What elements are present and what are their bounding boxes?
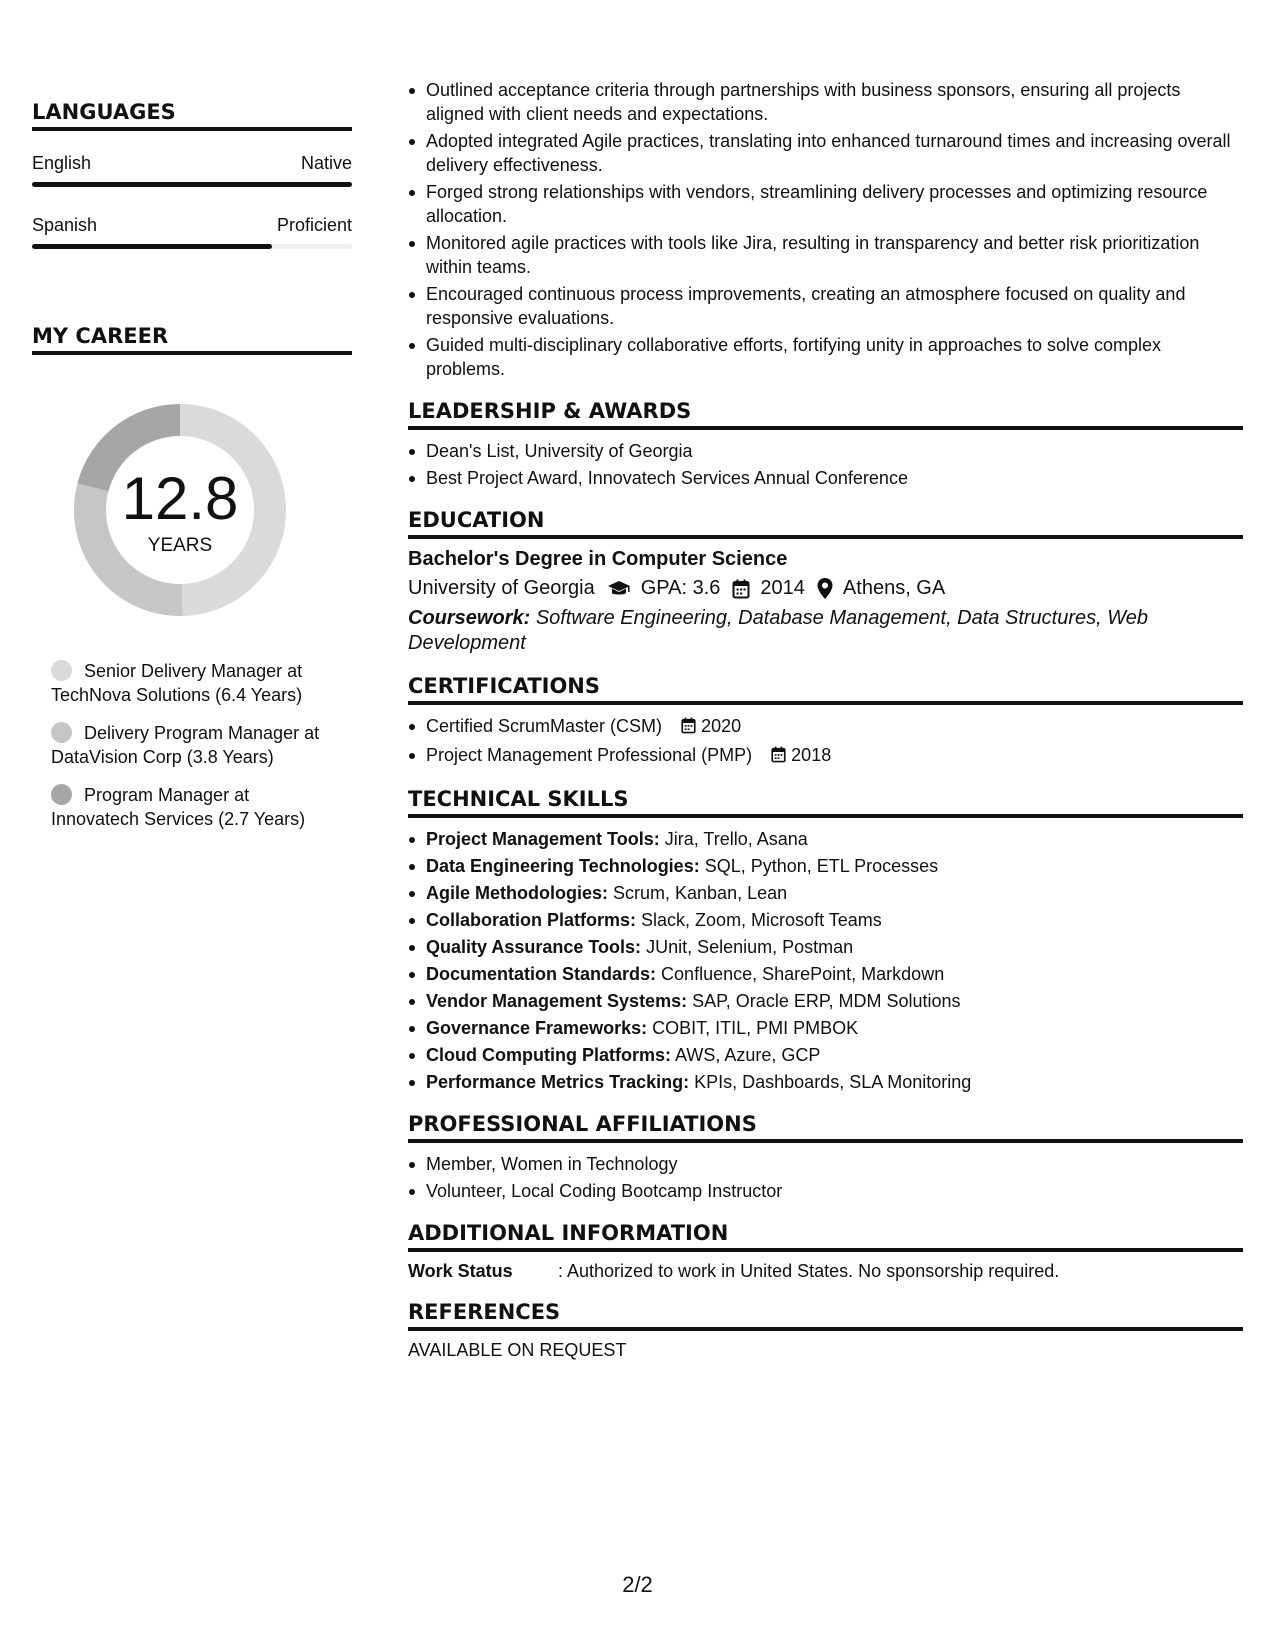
education-title: EDUCATION (408, 508, 1243, 539)
certification-name: Project Management Professional (PMP) (426, 745, 753, 765)
coursework (408, 606, 1243, 656)
affiliations-title: PROFESSIONAL AFFILIATIONS (408, 1112, 1243, 1143)
career-total-unit: YEARS (147, 535, 213, 556)
education-meta (408, 577, 1243, 600)
language-proficiency-fill (32, 182, 352, 187)
calendar-icon (771, 745, 786, 769)
graduation-cap-icon (607, 580, 631, 598)
career-legend-item (51, 783, 341, 831)
language-proficiency-fill (32, 244, 272, 249)
career-total-years: 12.8 (121, 465, 239, 532)
page-number: 2/2 (622, 1572, 653, 1597)
language-name: English (32, 153, 92, 173)
skill-item (426, 989, 1243, 1013)
calendar-icon (732, 579, 750, 599)
skill-value: Scrum, Kanban, Lean (613, 883, 788, 903)
languages-section (32, 100, 352, 249)
career-legend-item (51, 659, 341, 707)
career-legend-item (51, 721, 341, 769)
school-name: University of Georgia (408, 577, 595, 599)
skill-value: AWS, Azure, GCP (675, 1045, 821, 1065)
certifications-section (408, 674, 1243, 769)
award-item: Best Project Award, Innovatech Services Annual Conference (426, 466, 1243, 490)
skill-label: Documentation Standards: (426, 964, 657, 984)
skill-item (426, 1043, 1243, 1067)
coursework-label: Coursework: (408, 607, 531, 629)
skill-value: Slack, Zoom, Microsoft Teams (641, 910, 882, 930)
references-title: REFERENCES (408, 1300, 1243, 1331)
career-legend (51, 659, 341, 831)
skill-label: Collaboration Platforms: (426, 910, 637, 930)
skill-item (426, 1070, 1243, 1094)
skill-value: Jira, Trello, Asana (664, 829, 808, 849)
language-name: Spanish (32, 215, 98, 235)
legend-dot (51, 660, 72, 681)
work-status-row (408, 1261, 1243, 1282)
skill-item (426, 1016, 1243, 1040)
skill-item (426, 881, 1243, 905)
language-proficiency-bar (32, 182, 352, 187)
skill-value: COBIT, ITIL, PMI PMBOK (652, 1018, 859, 1038)
references-text: AVAILABLE ON REQUEST (408, 1340, 627, 1360)
skill-item (426, 908, 1243, 932)
experience-bullet: Adopted integrated Agile practices, translating into enhanced turnaround times and increasing overall delivery effectiveness. (426, 129, 1243, 177)
additional-info-title: ADDITIONAL INFORMATION (408, 1221, 1243, 1252)
additional-info-section (408, 1221, 1243, 1282)
award-item: Dean's List, University of Georgia (426, 439, 1243, 463)
career-section (32, 324, 352, 831)
career-donut-center (67, 397, 293, 623)
career-donut-chart (67, 397, 293, 623)
skill-label: Project Management Tools: (426, 829, 660, 849)
skill-value: KPIs, Dashboards, SLA Monitoring (694, 1072, 972, 1092)
skill-label: Quality Assurance Tools: (426, 937, 642, 957)
certifications-title: CERTIFICATIONS (408, 674, 1243, 705)
certification-name: Certified ScrumMaster (CSM) (426, 716, 663, 736)
skills-section (408, 787, 1243, 1094)
skill-value: JUnit, Selenium, Postman (646, 937, 854, 957)
coursework-list: Software Engineering, Database Management, Data Structures, Web Development (408, 607, 1148, 654)
certification-item (426, 743, 1243, 769)
experience-bullet: Forged strong relationships with vendors, streamlining delivery processes and optimizing resource allocation. (426, 180, 1243, 228)
language-proficiency-bar (32, 244, 352, 249)
graduation-year: 2014 (760, 577, 805, 599)
skill-label: Vendor Management Systems: (426, 991, 688, 1011)
skill-label: Governance Frameworks: (426, 1018, 648, 1038)
skill-value: SQL, Python, ETL Processes (704, 856, 939, 876)
right-column (408, 78, 1243, 1361)
skill-value: Confluence, SharePoint, Markdown (661, 964, 945, 984)
references-section (408, 1300, 1243, 1361)
education-section (408, 508, 1243, 656)
career-role-label: Senior Delivery Manager at TechNova Solutions (6.4 Years) (51, 661, 303, 705)
legend-dot (51, 784, 72, 805)
work-status-value: : Authorized to work in United States. No sponsorship required. (558, 1261, 1060, 1281)
work-status-label: Work Status (408, 1261, 513, 1281)
skills-title: TECHNICAL SKILLS (408, 787, 1243, 818)
languages-title: LANGUAGES (32, 100, 352, 131)
map-pin-icon (817, 578, 833, 599)
affiliations-section (408, 1112, 1243, 1203)
leadership-title: LEADERSHIP & AWARDS (408, 399, 1243, 430)
skill-item (426, 854, 1243, 878)
experience-bullet: Monitored agile practices with tools like Jira, resulting in transparency and better risk prioritization within teams. (426, 231, 1243, 279)
skill-label: Performance Metrics Tracking: (426, 1072, 690, 1092)
career-title: MY CAREER (32, 324, 352, 355)
experience-bullet: Encouraged continuous process improvements, creating an atmosphere focused on quality and responsive evaluations. (426, 282, 1243, 330)
skill-item (426, 827, 1243, 851)
experience-bullets (408, 78, 1243, 381)
skill-label: Cloud Computing Platforms: (426, 1045, 671, 1065)
certification-year: 2020 (701, 716, 742, 736)
left-column (32, 0, 352, 845)
career-role-label: Program Manager at Innovatech Services (2.7 Years) (51, 785, 306, 829)
language-level: Proficient (276, 215, 352, 235)
affiliation-item: Volunteer, Local Coding Bootcamp Instructor (426, 1179, 1243, 1203)
language-item (32, 215, 352, 249)
skill-value: SAP, Oracle ERP, MDM Solutions (692, 991, 961, 1011)
language-level: Native (300, 153, 352, 173)
skill-item (426, 935, 1243, 959)
gpa: GPA: 3.6 (640, 577, 721, 599)
leadership-section (408, 399, 1243, 490)
affiliation-item: Member, Women in Technology (426, 1152, 1243, 1176)
skill-label: Data Engineering Technologies: (426, 856, 700, 876)
school-location: Athens, GA (842, 577, 946, 599)
language-item (32, 153, 352, 187)
experience-bullet: Outlined acceptance criteria through partnerships with business sponsors, ensuring all projects aligned with client needs and expectations. (426, 78, 1243, 126)
career-role-label: Delivery Program Manager at DataVision Corp (3.8 Years) (51, 723, 320, 767)
skill-item (426, 962, 1243, 986)
degree-title: Bachelor's Degree in Computer Science (408, 548, 788, 570)
calendar-icon (681, 716, 696, 740)
certification-year: 2018 (791, 745, 832, 765)
certification-item (426, 714, 1243, 740)
experience-bullet: Guided multi-disciplinary collaborative efforts, fortifying unity in approaches to solve complex problems. (426, 333, 1243, 381)
skill-label: Agile Methodologies: (426, 883, 608, 903)
legend-dot (51, 722, 72, 743)
